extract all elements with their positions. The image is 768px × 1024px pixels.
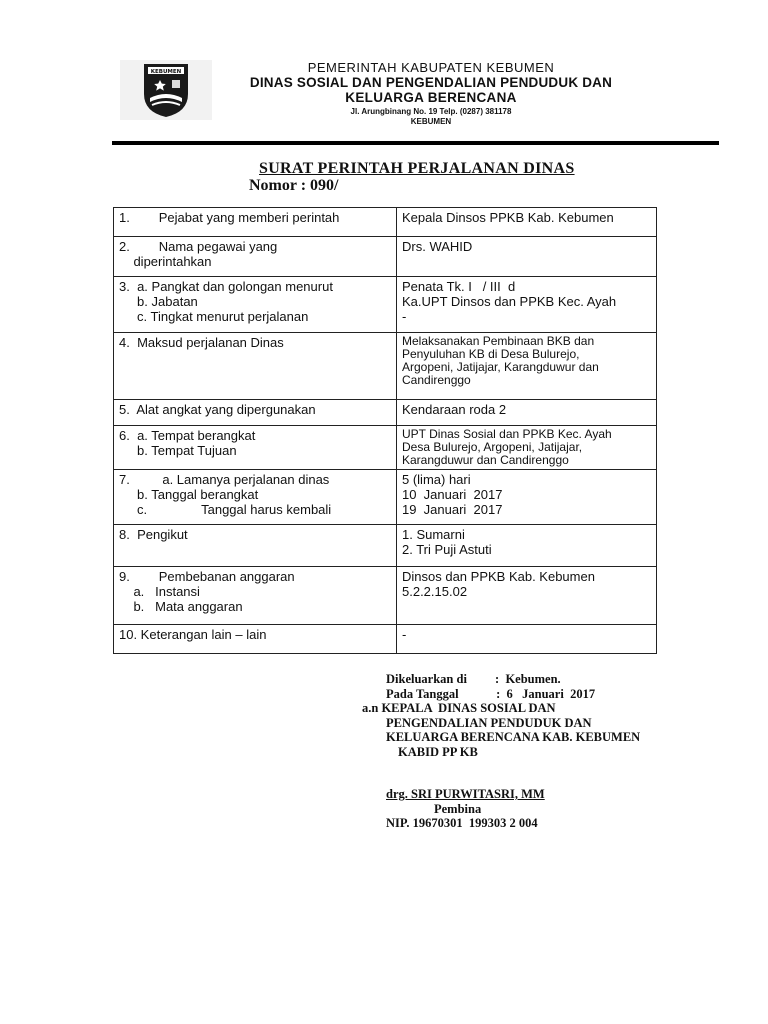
row-value-cell xyxy=(397,567,657,625)
row-label-cell xyxy=(114,400,397,426)
signatory-rank: Pembina xyxy=(434,801,482,816)
issued-date: Pada Tanggal : 6 Januari 2017 xyxy=(386,686,596,701)
row-label-line: diperintahkan xyxy=(119,254,212,269)
table-row xyxy=(114,567,657,625)
row-label-cell xyxy=(114,567,397,625)
signatory-title-line2: PENGENDALIAN PENDUDUK DAN xyxy=(386,715,592,730)
row-value-line: 5 (lima) hari xyxy=(402,472,471,487)
row-label-line: a. Instansi xyxy=(119,584,200,599)
table-row xyxy=(114,237,657,277)
letterhead-city: KEBUMEN xyxy=(410,117,452,126)
row-value-line: 1. Sumarni xyxy=(402,527,465,542)
row-label-line: 8. Pengikut xyxy=(119,527,188,542)
table-row xyxy=(114,470,657,525)
row-value-line: Candirenggo xyxy=(402,373,471,387)
table-row xyxy=(114,426,657,470)
row-label-line: 6. a. Tempat berangkat xyxy=(119,428,256,443)
row-label-line: b. Mata anggaran xyxy=(119,599,243,614)
table-row xyxy=(114,333,657,400)
row-value-cell xyxy=(397,237,657,277)
row-value-line: Argopeni, Jatijajar, Karangduwur dan xyxy=(402,360,599,374)
signatory-name: drg. SRI PURWITASRI, MM xyxy=(386,787,545,801)
signatory-title-line3: KELUARGA BERENCANA KAB. KEBUMEN xyxy=(386,730,641,744)
letterhead-agency-cont: KELUARGA BERENCANA xyxy=(345,90,517,105)
row-value-cell xyxy=(397,208,657,237)
row-label-line: 1. Pejabat yang memberi perintah xyxy=(119,210,340,225)
travel-order-table xyxy=(113,207,657,654)
row-value-cell xyxy=(397,400,657,426)
row-value-cell xyxy=(397,277,657,333)
an-prefix: a.n xyxy=(362,701,379,715)
row-value-line: - xyxy=(402,309,407,324)
row-value-line: Drs. WAHID xyxy=(402,239,473,254)
row-value-cell xyxy=(397,333,657,400)
row-value-line: Kepala Dinsos PPKB Kab. Kebumen xyxy=(402,210,614,225)
row-label-cell xyxy=(114,237,397,277)
table-row xyxy=(114,208,657,237)
row-label-line: b. Jabatan xyxy=(119,294,198,309)
table-row xyxy=(114,277,657,333)
signatory-title-line4: KABID PP KB xyxy=(398,744,478,759)
row-label-cell xyxy=(114,525,397,567)
letterhead xyxy=(226,60,636,127)
letterhead-agency: DINAS SOSIAL DAN PENGENDALIAN PENDUDUK DAN xyxy=(249,75,613,90)
row-label-line: 5. Alat angkat yang dipergunakan xyxy=(119,402,316,417)
svg-text:KEBUMEN: KEBUMEN xyxy=(150,68,182,75)
row-value-line: Dinsos dan PPKB Kab. Kebumen xyxy=(402,569,595,584)
row-label-line: b. Tanggal berangkat xyxy=(119,487,259,502)
row-value-line: Karangduwur dan Candirenggo xyxy=(402,453,569,467)
letterhead-rule xyxy=(112,141,719,145)
row-label-line: 7. a. Lamanya perjalanan dinas xyxy=(119,472,330,487)
kebumen-logo xyxy=(120,60,212,120)
row-label-line: 2. Nama pegawai yang xyxy=(119,239,278,254)
row-value-line: 2. Tri Puji Astuti xyxy=(402,542,492,557)
row-label-cell xyxy=(114,333,397,400)
row-value-line: Ka.UPT Dinsos dan PPKB Kec. Ayah xyxy=(402,294,617,309)
row-value-cell xyxy=(397,470,657,525)
row-label-cell xyxy=(114,470,397,525)
document-title: SURAT PERINTAH PERJALANAN DINAS xyxy=(259,160,575,177)
row-value-line: - xyxy=(402,627,407,642)
table-row xyxy=(114,625,657,654)
row-label-line: c. Tingkat menurut perjalanan xyxy=(119,309,309,324)
row-label-cell xyxy=(114,426,397,470)
row-label-line: 4. Maksud perjalanan Dinas xyxy=(119,335,284,350)
table-row xyxy=(114,400,657,426)
row-label-line: 10. Keterangan lain – lain xyxy=(119,627,267,642)
row-value-cell xyxy=(397,525,657,567)
signatory-nip: NIP. 19670301 199303 2 004 xyxy=(386,816,538,830)
row-value-line: Melaksanakan Pembinaan BKB dan xyxy=(402,334,595,348)
row-value-line: 10 Januari 2017 xyxy=(402,487,503,502)
row-value-cell xyxy=(397,625,657,654)
row-value-line: Desa Bulurejo, Argopeni, Jatijajar, xyxy=(402,440,583,454)
row-value-line: Kendaraan roda 2 xyxy=(402,402,507,417)
letterhead-address: Jl. Arungbinang No. 19 Telp. (0287) 381178 xyxy=(350,107,512,116)
issued-at: Dikeluarkan di : Kebumen. xyxy=(386,672,561,686)
row-label-cell xyxy=(114,625,397,654)
signature-block xyxy=(362,672,682,831)
row-value-cell xyxy=(397,426,657,470)
signatory-title-line1: a.n KEPALA DINAS SOSIAL DAN xyxy=(362,701,556,715)
row-value-line: Penyuluhan KB di Desa Bulurejo, xyxy=(402,347,580,361)
row-label-line: 9. Pembebanan anggaran xyxy=(119,569,295,584)
row-value-line: 19 Januari 2017 xyxy=(402,502,503,517)
row-label-line: c. Tanggal harus kembali xyxy=(119,502,332,517)
document-number: Nomor : 090/ xyxy=(249,177,339,194)
row-label-line: b. Tempat Tujuan xyxy=(119,443,237,458)
row-label-cell xyxy=(114,208,397,237)
row-label-cell xyxy=(114,277,397,333)
row-label-line: 3. a. Pangkat dan golongan menurut xyxy=(119,279,333,294)
row-value-line: Penata Tk. I / III d xyxy=(402,279,516,294)
row-value-line: UPT Dinas Sosial dan PPKB Kec. Ayah xyxy=(402,427,612,441)
table-row xyxy=(114,525,657,567)
letterhead-government: PEMERINTAH KABUPATEN KEBUMEN xyxy=(307,60,555,75)
signature-space xyxy=(362,759,682,787)
row-value-line: 5.2.2.15.02 xyxy=(402,584,468,599)
